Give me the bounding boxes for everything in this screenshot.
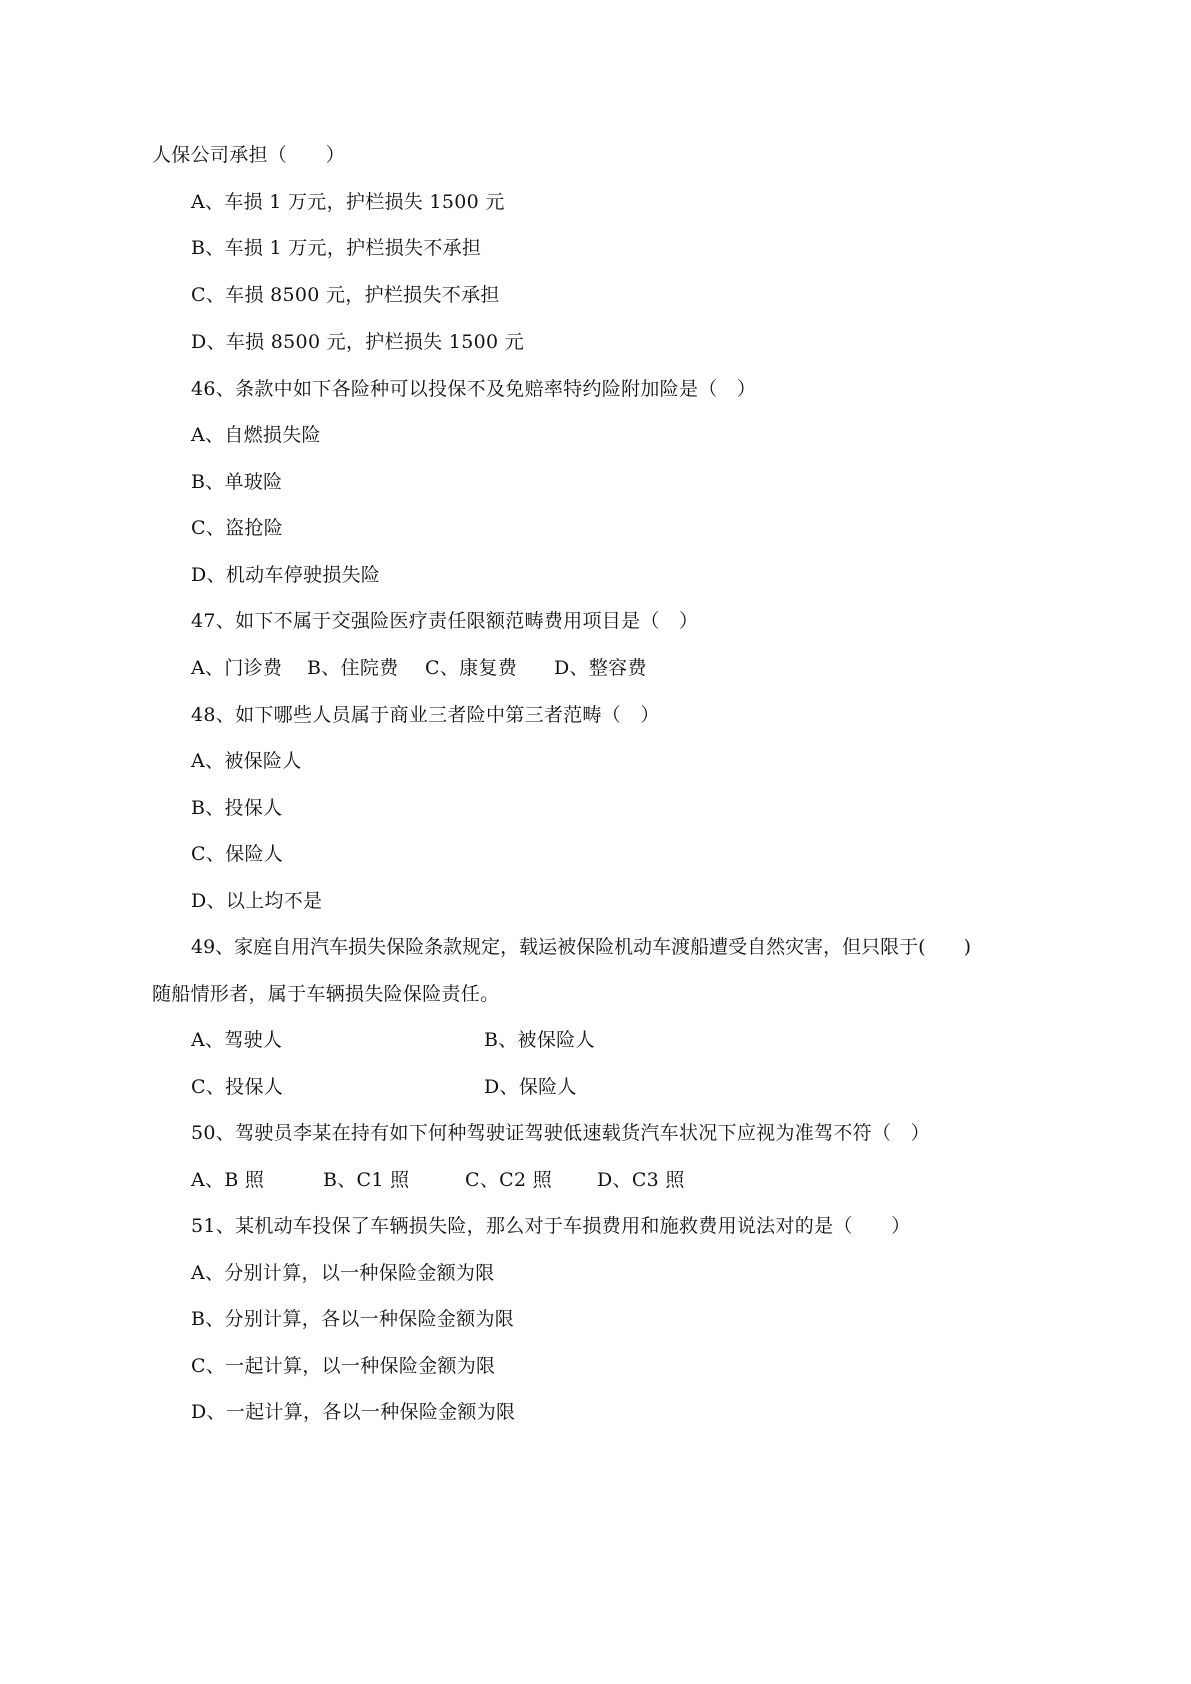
q47-option-c: C、康复费 <box>425 657 518 679</box>
question-47: 47、如下不属于交强险医疗责任限额范畴费用项目是（ ） <box>191 610 699 632</box>
q46-option-c: C、盗抢险 <box>191 517 284 539</box>
q48-option-b: B、投保人 <box>191 797 283 819</box>
q48-option-d: D、以上均不是 <box>191 890 323 912</box>
question-49-line2: 随船情形者，属于车辆损失险保险责任。 <box>152 983 500 1005</box>
question-45-tail: 人保公司承担（ ） <box>152 144 346 166</box>
q50-option-a: A、B 照 <box>191 1169 265 1191</box>
q45-option-b: B、车损 1 万元，护栏损失不承担 <box>191 237 482 259</box>
q50-option-d: D、C3 照 <box>597 1169 685 1191</box>
q50-option-c: C、C2 照 <box>465 1169 553 1191</box>
q45-option-a: A、车损 1 万元，护栏损失 1500 元 <box>191 191 505 213</box>
q46-option-a: A、自燃损失险 <box>191 424 321 446</box>
q49-options-row-1 <box>191 1027 691 1053</box>
q50-options-row <box>191 1167 711 1193</box>
q45-option-d: D、车损 8500 元，护栏损失 1500 元 <box>191 331 524 353</box>
q50-option-b: B、C1 照 <box>323 1169 410 1191</box>
question-46: 46、条款中如下各险种可以投保不及免赔率特约险附加险是（ ） <box>191 378 757 400</box>
q51-option-a: A、分别计算，以一种保险金额为限 <box>191 1262 495 1284</box>
q49-option-d: D、保险人 <box>484 1076 577 1098</box>
q47-option-a: A、门诊费 <box>191 657 283 679</box>
q49-option-c: C、投保人 <box>191 1076 284 1098</box>
q46-option-b: B、单玻险 <box>191 471 283 493</box>
question-48: 48、如下哪些人员属于商业三者险中第三者范畴（ ） <box>191 704 660 726</box>
q48-option-a: A、被保险人 <box>191 750 302 772</box>
question-51: 51、某机动车投保了车辆损失险，那么对于车损费用和施救费用说法对的是（ ） <box>191 1215 911 1237</box>
q48-option-c: C、保险人 <box>191 843 284 865</box>
q49-option-b: B、被保险人 <box>484 1029 595 1051</box>
q47-option-b: B、住院费 <box>307 657 399 679</box>
q45-option-c: C、车损 8500 元，护栏损失不承担 <box>191 284 500 306</box>
question-50: 50、驾驶员李某在持有如下何种驾驶证驾驶低速载货汽车状况下应视为准驾不符（ ） <box>191 1122 930 1144</box>
q47-options-row <box>191 655 691 681</box>
q47-option-d: D、整容费 <box>554 657 647 679</box>
q49-option-a: A、驾驶人 <box>191 1029 283 1051</box>
q49-options-row-2 <box>191 1074 691 1100</box>
q51-option-d: D、一起计算，各以一种保险金额为限 <box>191 1401 516 1423</box>
question-49-line1: 49、家庭自用汽车损失保险条款规定，载运被保险机动车渡船遭受自然灾害，但只限于( ) <box>191 936 972 958</box>
q51-option-c: C、一起计算，以一种保险金额为限 <box>191 1355 496 1377</box>
q51-option-b: B、分别计算，各以一种保险金额为限 <box>191 1308 515 1330</box>
q46-option-d: D、机动车停驶损失险 <box>191 564 381 586</box>
